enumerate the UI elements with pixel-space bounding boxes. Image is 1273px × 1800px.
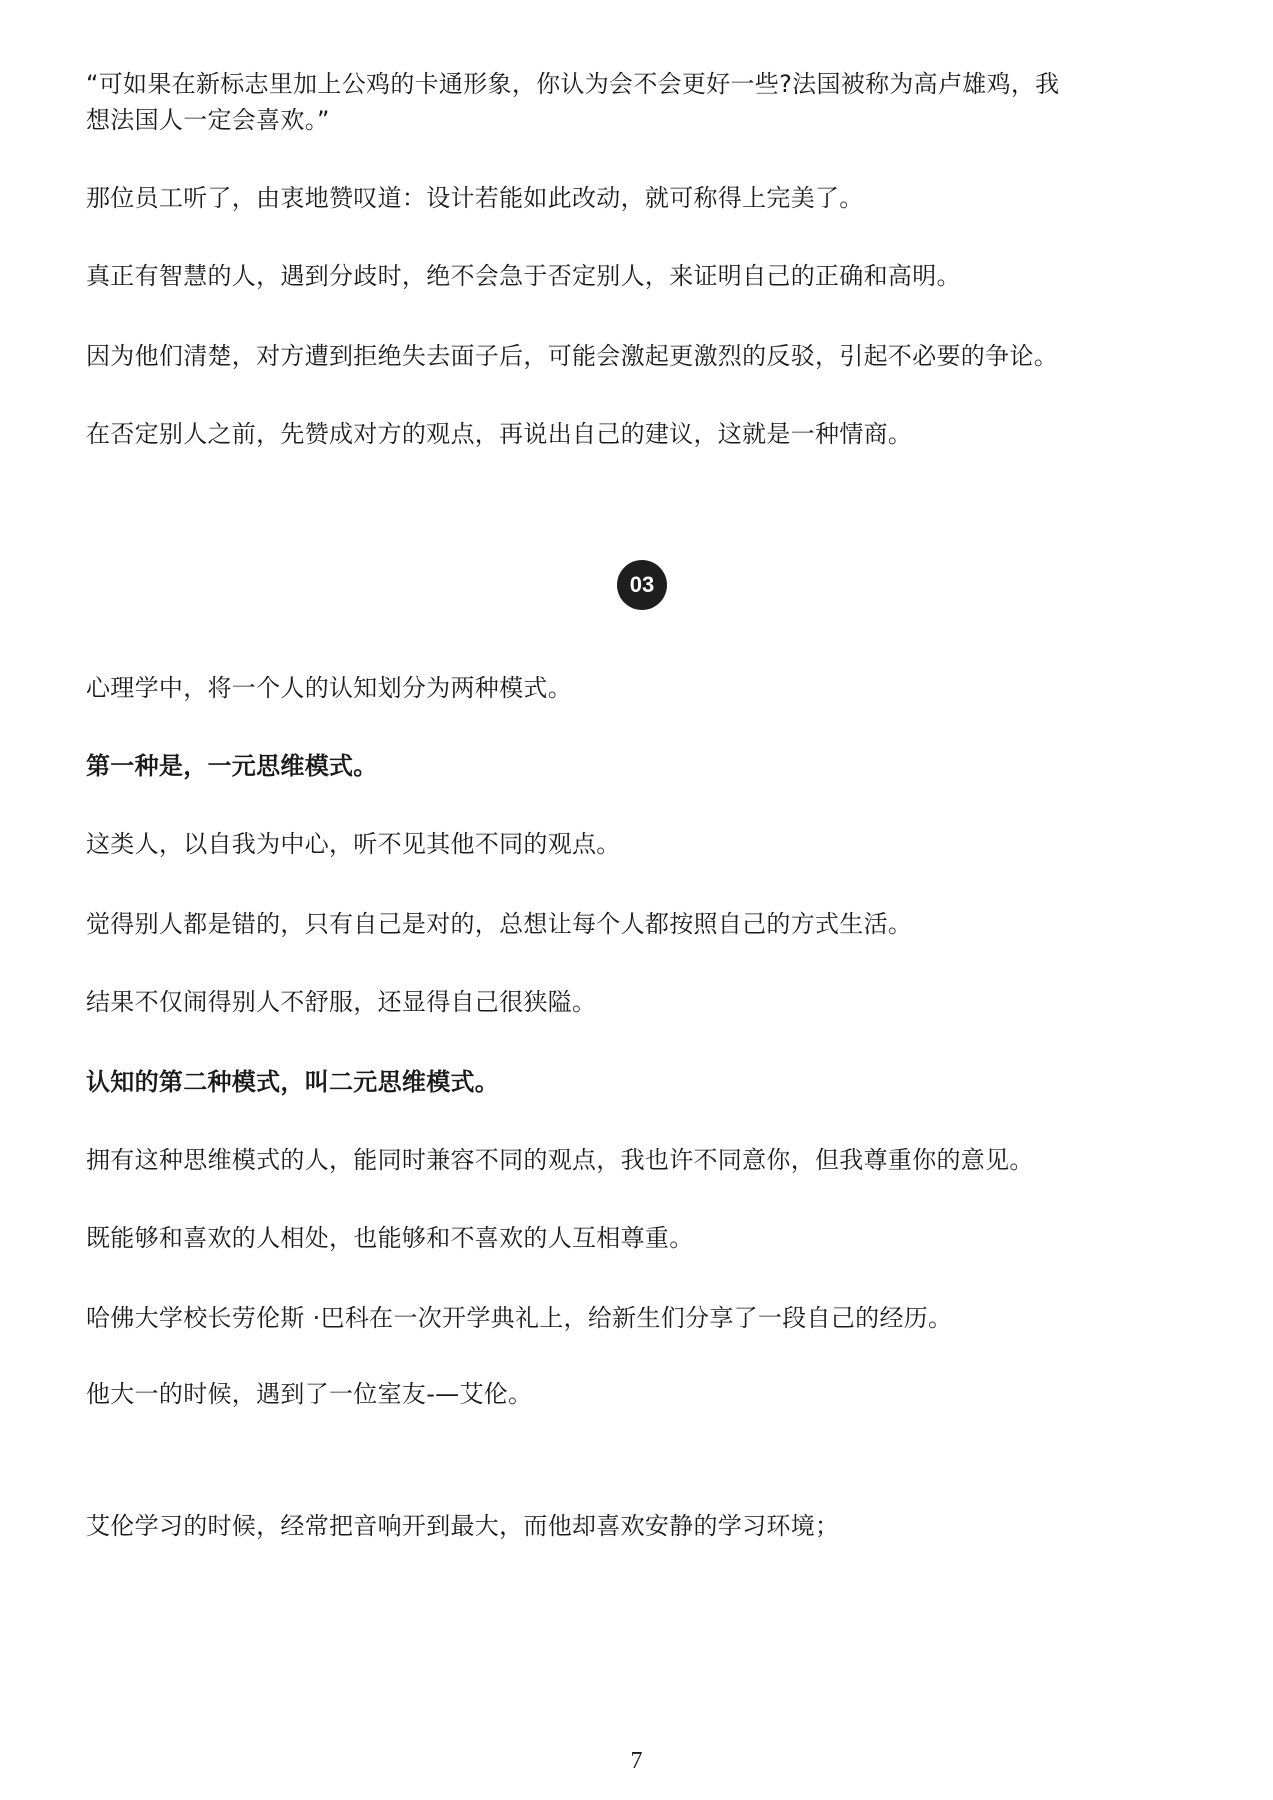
paragraph: 哈佛大学校长劳伦斯 ·巴科在一次开学典礼上，给新生们分享了一段自己的经历。 xyxy=(86,1304,953,1332)
paragraph: 心理学中，将一个人的认知划分为两种模式。 xyxy=(86,674,572,702)
paragraph: 在否定别人之前，先赞成对方的观点，再说出自己的建议，这就是一种情商。 xyxy=(86,420,913,448)
paragraph: 他大一的时候，遇到了一位室友-—艾伦。 xyxy=(86,1380,533,1408)
paragraph: 结果不仅闹得别人不舒服，还显得自己很狭隘。 xyxy=(86,988,597,1016)
subheading: 第一种是，一元思维模式。 xyxy=(86,752,378,780)
paragraph: 拥有这种思维模式的人，能同时兼容不同的观点，我也许不同意你，但我尊重你的意见。 xyxy=(86,1146,1034,1174)
paragraph: 既能够和喜欢的人相处，也能够和不喜欢的人互相尊重。 xyxy=(86,1224,694,1252)
paragraph: 这类人，以自我为中心，听不见其他不同的观点。 xyxy=(86,830,621,858)
paragraph-line: “可如果在新标志里加上公鸡的卡通形象，你认为会不会更好一些?法国被称为高卢雄鸡，我 xyxy=(86,70,1060,98)
paragraph: 艾伦学习的时候，经常把音响开到最大，而他却喜欢安静的学习环境； xyxy=(86,1512,840,1540)
section-number-badge: 03 xyxy=(617,560,667,610)
page-number: 7 xyxy=(630,1748,643,1774)
paragraph-line: 想法国人一定会喜欢。” xyxy=(86,106,330,134)
subheading: 认知的第二种模式，叫二元思维模式。 xyxy=(86,1068,500,1096)
paragraph: 真正有智慧的人，遇到分歧时，绝不会急于否定别人，来证明自己的正确和高明。 xyxy=(86,262,961,290)
paragraph: 那位员工听了，由衷地赞叹道：设计若能如此改动，就可称得上完美了。 xyxy=(86,184,864,212)
paragraph: 觉得别人都是错的，只有自己是对的，总想让每个人都按照自己的方式生活。 xyxy=(86,910,913,938)
paragraph: 因为他们清楚，对方遭到拒绝失去面子后，可能会激起更激烈的反驳，引起不必要的争论。 xyxy=(86,342,1058,370)
